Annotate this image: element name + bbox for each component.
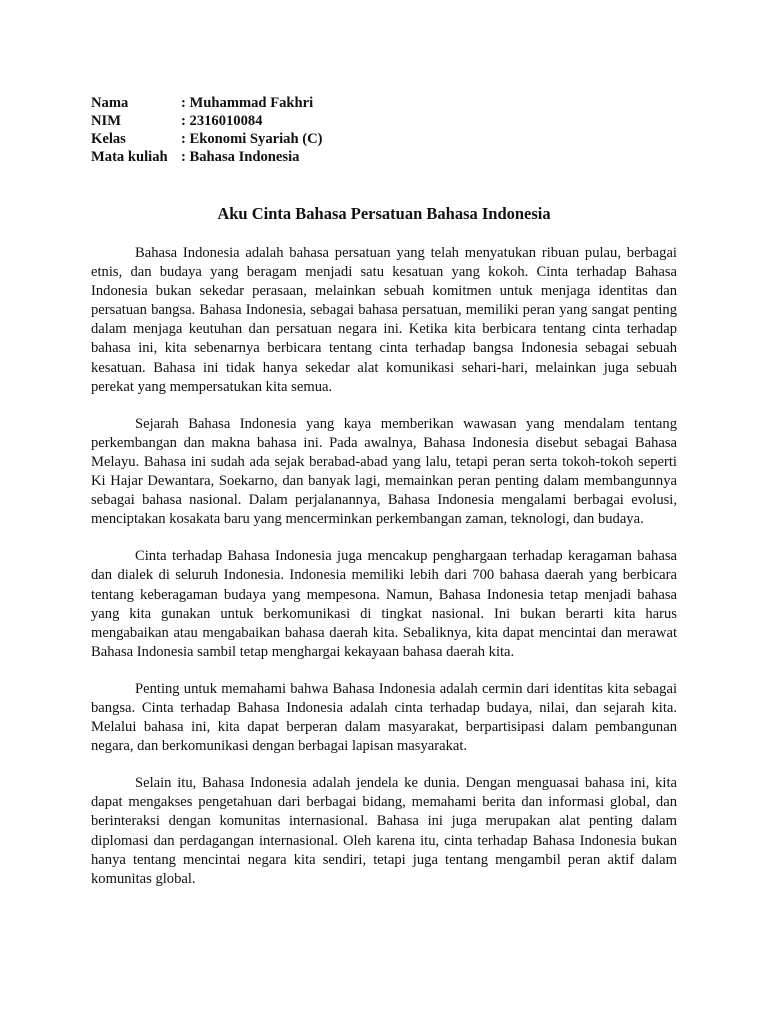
identity-row-course — [91, 148, 323, 166]
paragraph: Sejarah Bahasa Indonesia yang kaya memberikan wawasan yang mendalam tentang perkembangan dan makna bahasa ini. Pada awalnya, Bahasa Indonesia disebut sebagai Bahasa Melayu. Bahasa ini sudah ada sejak berabad-abad yang lalu, tetapi peran serta tokoh-tokoh seperti Ki Hajar Dewantara, Soekarno, dan banyak lagi, memainkan peran penting dalam membangunnya sebagai bahasa nasional. Dalam perjalanannya, Bahasa Indonesia mengalami berbagai evolusi, menciptakan kosakata baru yang mencerminkan perkembangan zaman, teknologi, dan budaya. — [91, 415, 677, 528]
identity-label: Mata kuliah — [91, 149, 168, 165]
paragraph: Bahasa Indonesia adalah bahasa persatuan yang telah menyatukan ribuan pulau, berbagai etnis, dan budaya yang beragam menjadi satu kesatuan yang kokoh. Cinta terhadap Bahasa Indonesia bukan sekedar perasaan, melainkan sebuah komitmen untuk menjaga identitas dan persatuan bangsa. Bahasa Indonesia, sebagai bahasa persatuan, memiliki peran yang sangat penting dalam menjaga keutuhan dan persatuan negara ini. Ketika kita berbicara tentang cinta terhadap bahasa ini, kita sebenarnya berbicara tentang cinta terhadap bangsa Indonesia sebagai sebuah kesatuan. Bahasa ini tidak hanya sekedar alat komunikasi sehari-hari, melainkan juga sebuah perekat yang mempersatukan kita semua. — [91, 245, 677, 395]
identity-row-name — [91, 94, 323, 112]
paragraph: Selain itu, Bahasa Indonesia adalah jendela ke dunia. Dengan menguasai bahasa ini, kita dapat mengakses pengetahuan dari berbagai bidang, memahami berita dan informasi global, dan berinteraksi dengan komunitas internasional. Bahasa ini juga merupakan alat penting dalam diplomasi dan perdagangan internasional. Oleh karena itu, cinta terhadap Bahasa Indonesia bukan hanya tentang mencintai negara kita sendiri, tetapi juga tentang mengambil peran aktif dalam komunitas global. — [91, 775, 677, 887]
identity-block — [91, 94, 323, 166]
essay-title: Aku Cinta Bahasa Persatuan Bahasa Indonesia — [217, 204, 551, 223]
identity-label: Nama — [91, 95, 129, 111]
paragraph: Penting untuk memahami bahwa Bahasa Indonesia adalah cermin dari identitas kita sebagai bangsa. Cinta terhadap Bahasa Indonesia adalah cinta terhadap budaya, nilai, dan sejarah kita. Melalui bahasa ini, kita dapat berperan dalam masyarakat, berpartisipasi dalam pembangunan negara, dan berkomunikasi dengan berbagai lapisan masyarakat. — [91, 680, 677, 755]
identity-label: Kelas — [91, 131, 126, 147]
identity-value: : 2316010084 — [181, 112, 262, 130]
identity-row-nim — [91, 112, 323, 130]
identity-row-class — [91, 130, 323, 148]
identity-value: : Muhammad Fakhri — [181, 94, 313, 112]
paragraph: Cinta terhadap Bahasa Indonesia juga mencakup penghargaan terhadap keragaman bahasa dan dialek di seluruh Indonesia. Indonesia memiliki lebih dari 700 bahasa daerah yang berbicara tentang keberagaman budaya yang mempesona. Namun, Bahasa Indonesia tetap menjadi bahasa yang kita gunakan untuk berkomunikasi di tingkat nasional. Ini bukan berarti kita harus mengabaikan atau mengabaikan bahasa daerah kita. Sebaliknya, kita dapat mencintai dan merawat Bahasa Indonesia sambil tetap menghargai kekayaan bahasa daerah kita. — [91, 548, 677, 660]
identity-value: : Bahasa Indonesia — [181, 148, 299, 166]
identity-value: : Ekonomi Syariah (C) — [181, 130, 323, 148]
identity-label: NIM — [91, 113, 121, 129]
essay-body — [91, 244, 677, 907]
